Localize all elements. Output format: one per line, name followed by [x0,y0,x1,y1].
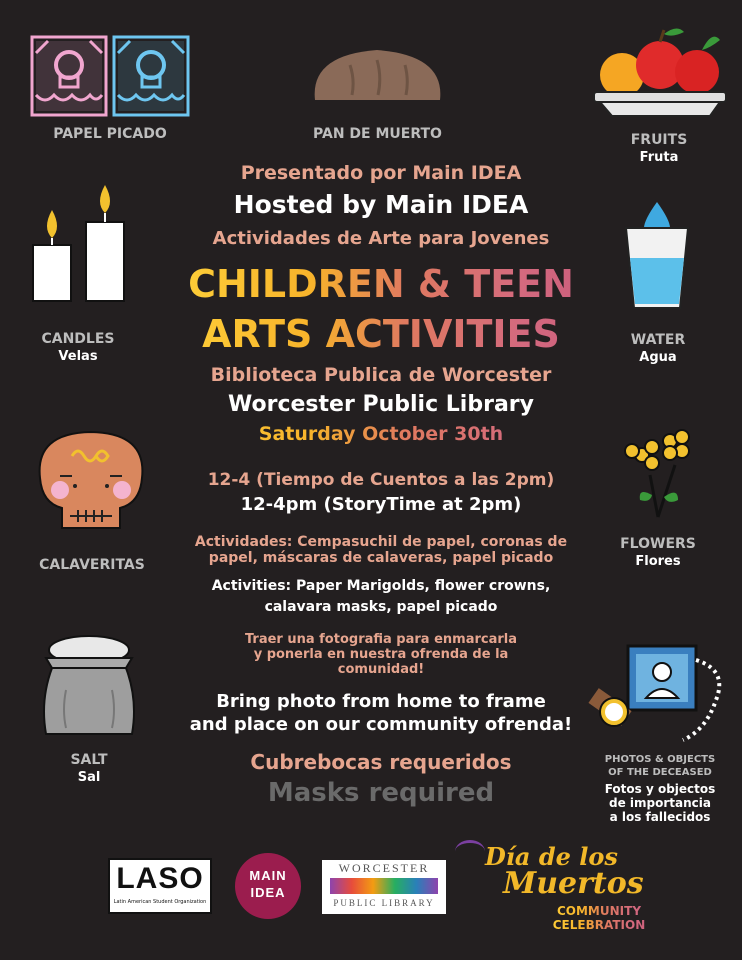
calaveritas-label: CALAVERITAS [39,557,145,573]
main-idea-logo [235,853,301,919]
photos-sub-3: a los fallecidos [609,810,711,824]
photos-label-1: PHOTOS & OBJECTS [604,754,716,765]
fruits-label: FRUITS [630,132,688,148]
fruits-sub: Fruta [639,150,679,165]
activities-es: Actividades de Arte para Jovenes [212,228,550,249]
candles-sub: Velas [58,349,98,364]
pan-de-muerto-label: PAN DE MUERTO [313,126,442,142]
main-idea-line-1: MAIN [249,868,287,883]
photo-es-line-3: comunidad! [337,662,425,677]
bread-icon [310,45,445,105]
laso-logo-text: LASO [116,862,204,895]
photo-es-line-1: Traer una fotografia para enmarcarla [244,632,518,647]
activities-en-line-1: Activities: Paper Marigolds, flower crowns, [211,578,551,594]
library-en: Worcester Public Library [228,392,534,417]
main-idea-line-2: IDEA [250,885,286,900]
photo-note-es [150,632,612,677]
activities-es-line-2: papel, máscaras de calaveras, papel picado [208,550,554,566]
flowers-sub: Flores [635,554,681,569]
event-title-line-2: ARTS ACTIVITIES [150,312,612,356]
photo-en-line-2: and place on our community ofrenda! [189,714,573,735]
dia-line-4: CELEBRATION [552,918,646,932]
papel-picado-label: PAPEL PICADO [53,126,167,142]
salt-sack-icon [36,630,142,740]
laso-logo [108,858,212,914]
activities-en-line-2: calavara masks, papel picado [264,599,498,615]
laso-logo-sub: Latin American Student Organization [113,899,207,905]
event-date: Saturday October 30th [150,423,612,445]
presented-es: Presentado por Main IDEA [240,162,522,184]
sugar-skull-icon [30,428,152,533]
dia-line-3: COMMUNITY [556,904,642,918]
water-glass-icon [622,200,692,312]
photo-es-line-2: y ponerla en nuestra ofrenda de la [253,647,509,662]
masks-es: Cubrebocas requeridos [250,750,512,774]
activities-es-line-1: Actividades: Cempasuchil de papel, coronas de [194,534,568,550]
activities-list-es [150,534,612,566]
water-sub: Agua [639,350,677,365]
photos-sub-1: Fotos y objectos [604,782,716,796]
dia-de-los-muertos-logo [455,838,680,938]
photo-note-en [150,690,612,736]
flowers-icon [620,425,695,520]
hosted-en: Hosted by Main IDEA [233,190,529,219]
activities-list-en [150,576,612,618]
photos-sub-2: de importancia [609,796,711,810]
masks-en: Masks required [267,778,495,808]
time-es: 12-4 (Tiempo de Cuentos a las 2pm) [207,470,555,490]
wpl-line-2: PUBLIC LIBRARY [333,898,435,908]
wpl-line-1: WORCESTER [338,861,430,875]
photo-en-line-1: Bring photo from home to frame [216,691,546,712]
dia-line-1: Día de los [485,842,618,871]
candles-icon [28,180,128,305]
water-label: WATER [630,332,686,348]
fruits-icon [592,20,732,120]
time-en: 12-4pm (StoryTime at 2pm) [240,494,522,515]
salt-label: SALT [70,752,108,768]
flowers-label: FLOWERS [620,536,696,552]
salt-sub: Sal [77,770,101,785]
papel-picado-icon [30,35,190,120]
dia-line-2: Muertos [503,866,644,901]
photos-label-2: OF THE DECEASED [608,767,712,778]
candles-label: CANDLES [41,331,115,347]
event-title-line-1: CHILDREN & TEEN [150,262,612,306]
worcester-public-library-logo [322,860,446,914]
library-es: Biblioteca Publica de Worcester [210,364,552,386]
